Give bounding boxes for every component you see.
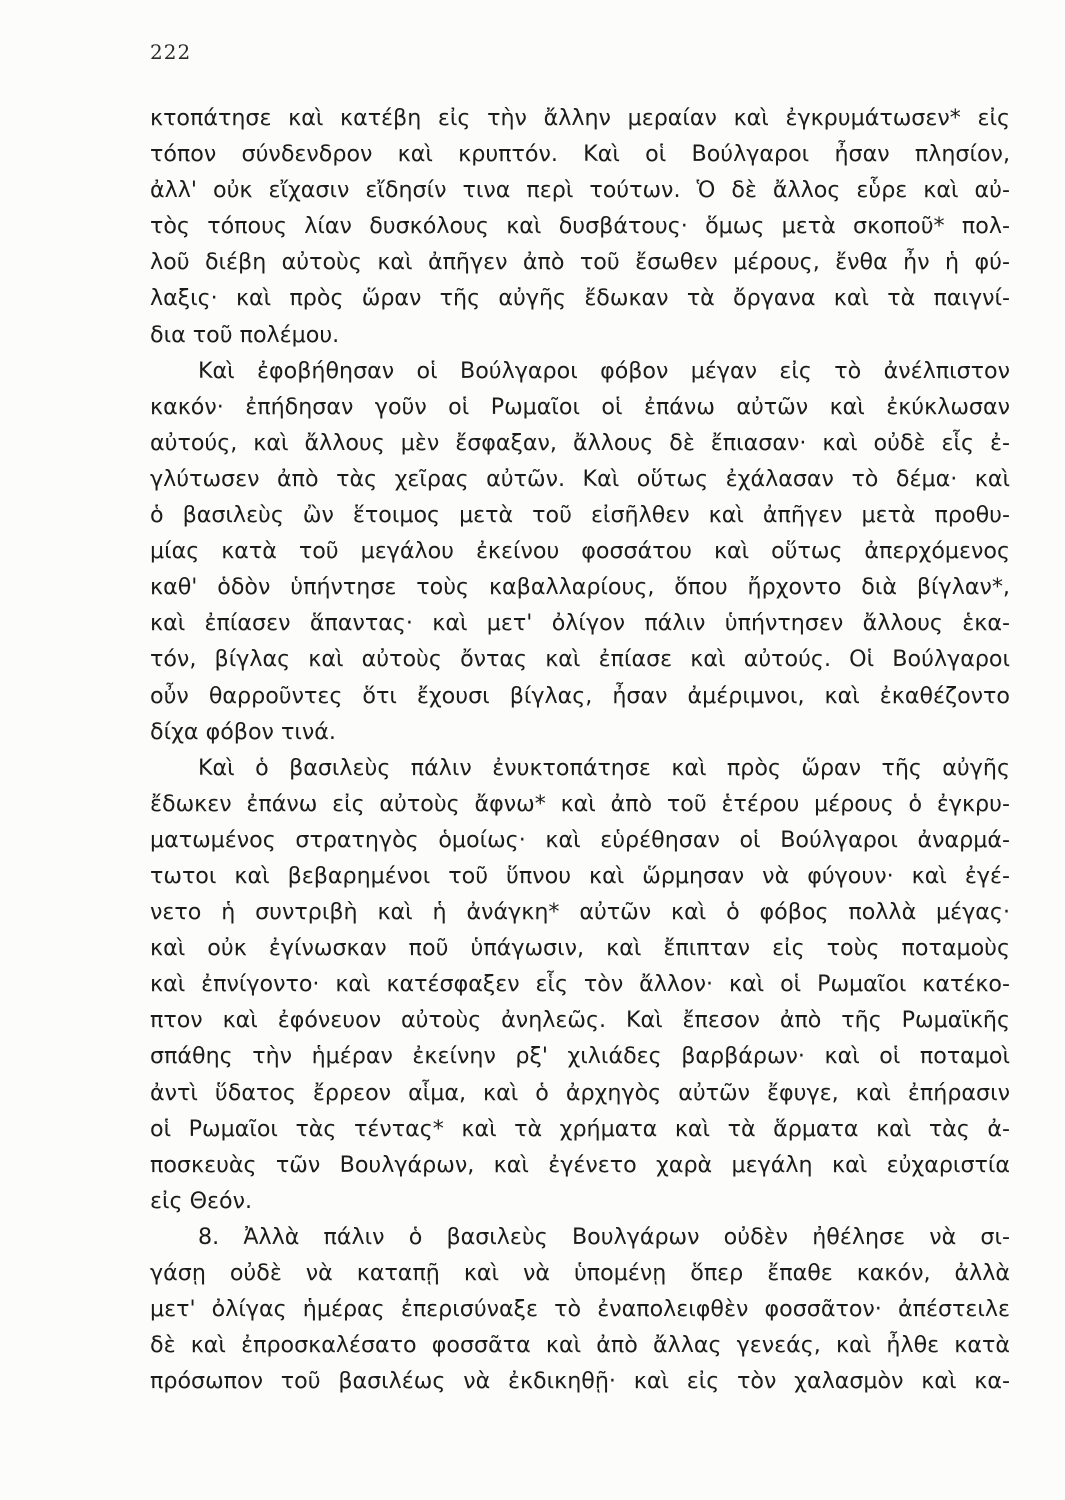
text-line: Καὶ ὁ βασιλεὺς πάλιν ἐνυκτοπάτησε καὶ πρὸς ὥραν τῆς αὐγῆς: [198, 754, 1010, 781]
text-line: ἀντὶ ὕδατος ἔρρεον αἷμα, καὶ ὁ ἀρχηγὸς αὐτῶν ἔφυγε, καὶ ἐπήρασιν: [150, 1079, 1010, 1106]
text-line: 8. Ἀλλὰ πάλιν ὁ βασιλεὺς Βουλγάρων οὐδὲν ἠθέλησε νὰ σι-: [198, 1223, 1010, 1250]
text-line: τόπον σύνδενδρον καὶ κρυπτόν. Καὶ οἱ Βούλγαροι ἦσαν πλησίον,: [150, 141, 1010, 168]
text-line: τωτοι καὶ βεβαρημένοι τοῦ ὕπνου καὶ ὥρμησαν νὰ φύγουν· καὶ ἐγέ-: [150, 862, 1010, 889]
text-line: μετ' ὀλίγας ἡμέρας ἐπερισύναξε τὸ ἐναπολειφθὲν φοσσᾶτον· ἀπέστειλε: [150, 1296, 1010, 1323]
text-line: οἱ Ρωμαῖοι τὰς τέντας* καὶ τὰ χρήματα καὶ τὰ ἅρματα καὶ τὰς ἀ-: [150, 1115, 1010, 1142]
text-line: κτοπάτησε καὶ κατέβη εἰς τὴν ἄλλην μεραίαν καὶ ἐγκρυμάτωσεν* εἰς: [150, 105, 1010, 131]
text-line: Καὶ ἐφοβήθησαν οἱ Βούλγαροι φόβον μέγαν εἰς τὸ ἀνέλπιστον: [198, 357, 1010, 384]
text-line: ἀλλ' οὐκ εἴχασιν εἴδησίν τινα περὶ τούτων. Ὁ δὲ ἄλλος εὗρε καὶ αὐ-: [150, 177, 1010, 204]
text-line: ματωμένος στρατηγὸς ὁμοίως· καὶ εὑρέθησαν οἱ Βούλγαροι ἀναρμά-: [150, 826, 1010, 853]
text-line: ποσκευὰς τῶν Βουλγάρων, καὶ ἐγένετο χαρὰ μεγάλη καὶ εὐχαριστία: [150, 1151, 1010, 1178]
text-line: λοῦ διέβη αὐτοὺς καὶ ἀπῆγεν ἀπὸ τοῦ ἔσωθεν μέρους, ἔνθα ἦν ἡ φύ-: [150, 249, 1010, 276]
page-number: 222: [150, 40, 192, 64]
text-line: αὐτούς, καὶ ἄλλους μὲν ἔσφαξαν, ἄλλους δὲ ἔπιασαν· καὶ οὐδὲ εἷς ἐ-: [150, 429, 1010, 456]
text-line: εἰς Θεόν.: [150, 1187, 253, 1214]
text-line: τὸς τόπους λίαν δυσκόλους καὶ δυσβάτους· ὅμως μετὰ σκοποῦ* πολ-: [150, 213, 1010, 240]
text-line: καθ' ὁδὸν ὑπήντησε τοὺς καβαλλαρίους, ὅπου ἤρχοντο διὰ βίγλαν*,: [150, 574, 1010, 601]
text-line: μίας κατὰ τοῦ μεγάλου ἐκείνου φοσσάτου καὶ οὕτως ἀπερχόμενος: [150, 538, 1010, 565]
text-line: πρόσωπον τοῦ βασιλέως νὰ ἐκδικηθῇ· καὶ εἰς τὸν χαλασμὸν καὶ κα-: [150, 1368, 1010, 1395]
text-line: ὁ βασιλεὺς ὢν ἕτοιμος μετὰ τοῦ εἰσῆλθεν καὶ ἀπῆγεν μετὰ προθυ-: [150, 502, 1010, 529]
text-line: πτον καὶ ἐφόνευον αὐτοὺς ἀνηλεῶς. Καὶ ἔπεσον ἀπὸ τῆς Ρωμαϊκῆς: [150, 1007, 1010, 1034]
text-line: δια τοῦ πολέμου.: [150, 321, 340, 348]
text-line: νετο ἡ συντριβὴ καὶ ἡ ἀνάγκη* αὐτῶν καὶ ὁ φόβος πολλὰ μέγας·: [150, 899, 1010, 926]
text-line: καὶ ἐπνίγοντο· καὶ κατέσφαξεν εἷς τὸν ἄλλον· καὶ οἱ Ρωμαῖοι κατέκο-: [150, 971, 1010, 998]
body-text: [150, 100, 1010, 1399]
text-line: οὖν θαρροῦντες ὅτι ἔχουσι βίγλας, ἦσαν ἀμέριμνοι, καὶ ἐκαθέζοντο: [150, 682, 1010, 709]
text-line: καὶ ἐπίασεν ἅπαντας· καὶ μετ' ὀλίγον πάλιν ὑπήντησεν ἄλλους ἑκα-: [150, 610, 1010, 637]
text-line: σπάθης τὴν ἡμέραν ἐκείνην ρξ' χιλιάδες βαρβάρων· καὶ οἱ ποταμοὶ: [150, 1043, 1010, 1070]
text-line: καὶ οὐκ ἐγίνωσκαν ποῦ ὑπάγωσιν, καὶ ἔπιπταν εἰς τοὺς ποταμοὺς: [150, 935, 1010, 962]
text-line: γλύτωσεν ἀπὸ τὰς χεῖρας αὐτῶν. Καὶ οὕτως ἐχάλασαν τὸ δέμα· καὶ: [150, 465, 1010, 492]
text-line: γάσῃ οὐδὲ νὰ καταπῇ καὶ νὰ ὑπομένῃ ὅπερ ἔπαθε κακόν, ἀλλὰ: [150, 1260, 1010, 1286]
text-line: λαξις· καὶ πρὸς ὥραν τῆς αὐγῆς ἔδωκαν τὰ ὄργανα καὶ τὰ παιγνί-: [150, 285, 1010, 312]
text-line: τόν, βίγλας καὶ αὐτοὺς ὄντας καὶ ἐπίασε καὶ αὐτούς. Οἱ Βούλγαροι: [150, 646, 1010, 673]
text-line: κακόν· ἐπήδησαν γοῦν οἱ Ρωμαῖοι οἱ ἐπάνω αὐτῶν καὶ ἐκύκλωσαν: [150, 393, 1010, 420]
text-line: δίχα φόβον τινά.: [150, 718, 336, 745]
text-line: ἔδωκεν ἐπάνω εἰς αὐτοὺς ἄφνω* καὶ ἀπὸ τοῦ ἑτέρου μέρους ὁ ἐγκρυ-: [150, 790, 1010, 817]
text-line: δὲ καὶ ἐπροσκαλέσατο φοσσᾶτα καὶ ἀπὸ ἄλλας γενεάς, καὶ ἦλθε κατὰ: [150, 1332, 1010, 1359]
